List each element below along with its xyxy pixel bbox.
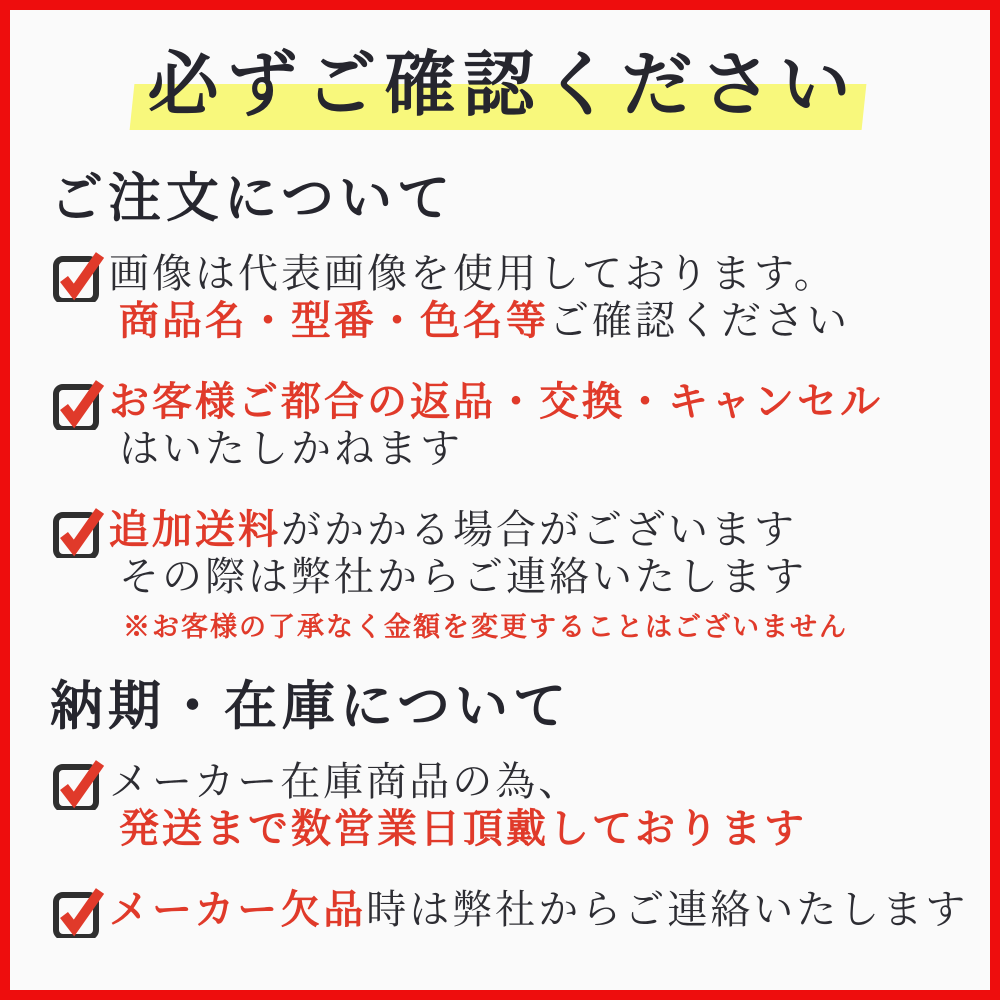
checkbox-checked-icon xyxy=(52,502,104,558)
item-line-segment: はいたしかねます xyxy=(119,426,463,471)
item-line-segment: メーカー欠品 xyxy=(109,887,367,932)
item-text xyxy=(109,250,850,344)
checkbox-checked-icon xyxy=(52,882,104,938)
item-text xyxy=(109,378,883,472)
notice-content xyxy=(10,10,990,990)
section-heading-delivery-stock: 納期・在庫について xyxy=(50,678,571,736)
notice-item-returns xyxy=(52,378,954,472)
item-line-segment: 発送まで数営業日頂戴しております xyxy=(119,806,807,851)
notice-item-representative-image xyxy=(52,250,954,344)
item-line-segment: 画像は代表画像を使用しております。 xyxy=(109,251,837,296)
notice-item-maker-shortage xyxy=(52,886,969,938)
checkbox-checked-icon xyxy=(52,374,104,430)
item-line-segment: その際は弊社からご連絡いたします xyxy=(119,554,807,599)
item-line-segment: メーカー在庫商品の為、 xyxy=(109,759,582,804)
item-line-segment: がかかる場合がございます xyxy=(281,507,797,552)
item-text xyxy=(109,886,969,933)
page-title: 必ずご確認ください xyxy=(147,47,859,125)
checkbox-checked-icon xyxy=(52,246,104,302)
item-line-segment: ご確認ください xyxy=(549,298,850,343)
item-line-segment: 追加送料 xyxy=(109,507,281,552)
item-line-segment: 商品名・型番・色名等 xyxy=(119,298,549,343)
item-line-segment: お客様ご都合の返品・交換・キャンセル xyxy=(109,379,883,424)
item-text xyxy=(109,506,848,644)
item-line-segment: 時は弊社からご連絡いたします xyxy=(366,887,969,932)
price-change-note: ※お客様の了承なく金額を変更することはございません xyxy=(123,612,848,642)
notice-item-extra-shipping xyxy=(52,506,954,644)
section-heading-order: ご注文について xyxy=(50,170,455,228)
checkbox-checked-icon xyxy=(52,754,104,810)
item-text xyxy=(109,758,807,852)
title-banner xyxy=(52,34,954,146)
notice-item-maker-stock xyxy=(52,758,954,852)
